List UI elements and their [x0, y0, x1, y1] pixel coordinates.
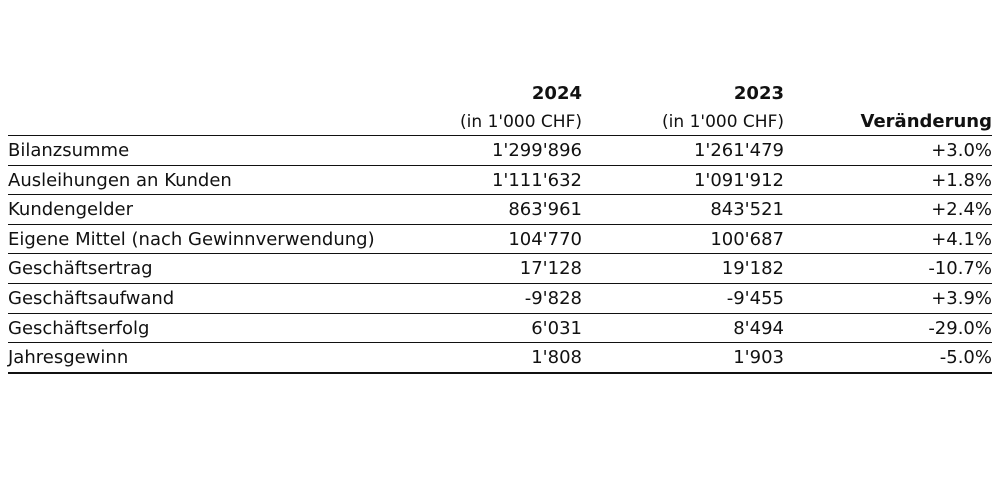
value-2023: 19'182 [721, 258, 784, 280]
value-change: -29.0% [928, 317, 992, 339]
value-2023: 1'261'479 [693, 140, 784, 161]
value-2024: 1'111'632 [491, 169, 582, 191]
column-unit-2024: (in 1'000 CHF) [460, 112, 582, 132]
table-row [8, 136, 992, 166]
value-change: +3.9% [931, 287, 992, 309]
value-2023: 1'903 [733, 347, 784, 369]
value-2023: 100'687 [710, 228, 784, 250]
column-header-2024 [460, 80, 582, 136]
value-change: +2.4% [931, 199, 992, 221]
column-year-2023: 2023 [733, 83, 784, 104]
table-row [8, 343, 992, 374]
value-change: -10.7% [928, 258, 992, 280]
table-row [8, 225, 992, 255]
table-row [8, 284, 992, 314]
value-2024: 104'770 [508, 228, 582, 250]
value-change: +1.8% [931, 169, 992, 191]
column-unit-2023: (in 1'000 CHF) [662, 112, 784, 132]
value-2023: 843'521 [710, 199, 784, 221]
table-row [8, 254, 992, 284]
table-row [8, 314, 992, 344]
value-2024: 1'808 [531, 347, 582, 369]
value-2024: 17'128 [519, 258, 582, 280]
value-2023: -9'455 [726, 287, 784, 309]
value-2023: 1'091'912 [693, 169, 784, 191]
value-2024: 863'961 [508, 199, 582, 221]
value-change: +3.0% [931, 140, 992, 161]
row-label: Ausleihungen an Kunden [8, 169, 232, 191]
table-row [8, 166, 992, 196]
column-header-2023 [662, 80, 784, 136]
value-2024: -9'828 [524, 287, 582, 309]
row-label: Bilanzsumme [8, 140, 130, 161]
value-2024: 1'299'896 [491, 140, 582, 161]
value-change: -5.0% [939, 347, 992, 369]
row-label: Kundengelder [8, 199, 134, 221]
row-label: Geschäftsaufwand [8, 287, 175, 309]
table-row [8, 195, 992, 225]
value-2024: 6'031 [531, 317, 582, 339]
table-header [8, 80, 992, 136]
row-label: Geschäftserfolg [8, 317, 150, 339]
value-2023: 8'494 [733, 317, 784, 339]
column-header-change: Veränderung [860, 111, 992, 132]
financial-table [8, 80, 992, 374]
value-change: +4.1% [931, 228, 992, 250]
row-label: Eigene Mittel (nach Gewinnverwendung) [8, 228, 375, 250]
row-label: Geschäftsertrag [8, 258, 153, 280]
row-label: Jahresgewinn [8, 347, 129, 369]
column-year-2024: 2024 [531, 83, 582, 104]
